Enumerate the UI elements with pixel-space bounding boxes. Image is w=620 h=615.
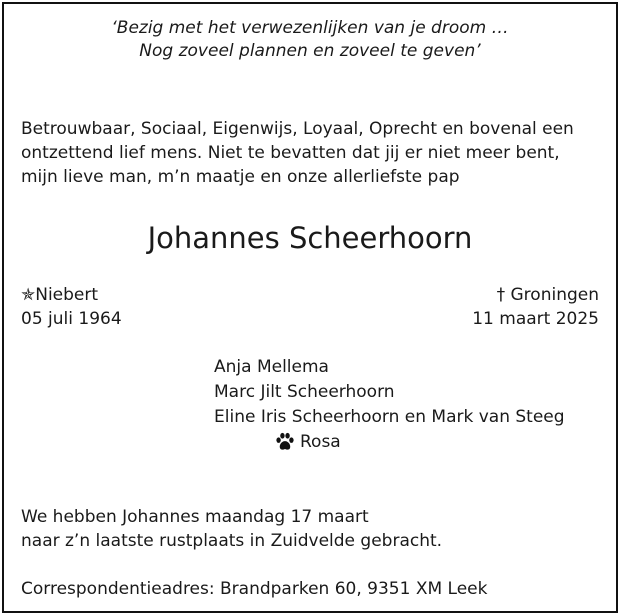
intro-line-1: Betrouwbaar, Sociaal, Eigenwijs, Loyaal, Oprecht en bovenal een bbox=[21, 119, 574, 139]
deceased-name: Johannes Scheerhoorn bbox=[147, 221, 473, 255]
death-info bbox=[472, 283, 599, 331]
birth-info bbox=[21, 283, 122, 331]
pet-name: Rosa bbox=[300, 432, 341, 452]
paw-icon bbox=[274, 431, 296, 453]
closing-line-1: We hebben Johannes maandag 17 maart bbox=[21, 507, 369, 527]
birth-place: ✯Niebert bbox=[21, 285, 99, 305]
pet-row bbox=[274, 430, 341, 454]
birth-date: 05 juli 1964 bbox=[21, 309, 122, 329]
relative-names: Eline Iris Scheerhoorn en Mark van Steeg bbox=[214, 407, 565, 427]
death-date: 11 maart 2025 bbox=[472, 309, 599, 329]
quote-line-2: Nog zoveel plannen en zoveel te geven’ bbox=[139, 41, 481, 61]
quote-line-1: ‘Bezig met het verwezenlijken van je droom … bbox=[111, 18, 509, 38]
closing-text bbox=[21, 505, 611, 553]
relative-names: Marc Jilt Scheerhoorn bbox=[214, 382, 395, 402]
relative-names: Anja Mellema bbox=[214, 357, 329, 377]
death-place: † Groningen bbox=[496, 285, 599, 305]
intro-line-3: mijn lieve man, m’n maatje en onze allerliefste pap bbox=[21, 167, 460, 187]
closing-line-2: naar z’n laatste rustplaats in Zuidvelde gebracht. bbox=[21, 531, 443, 551]
correspondence-address: Correspondentieadres: Brandparken 60, 9351 XM Leek bbox=[21, 579, 488, 599]
intro-text bbox=[21, 117, 611, 189]
intro-line-2: ontzettend lief mens. Niet te bevatten dat jij er niet meer bent, bbox=[21, 143, 560, 163]
